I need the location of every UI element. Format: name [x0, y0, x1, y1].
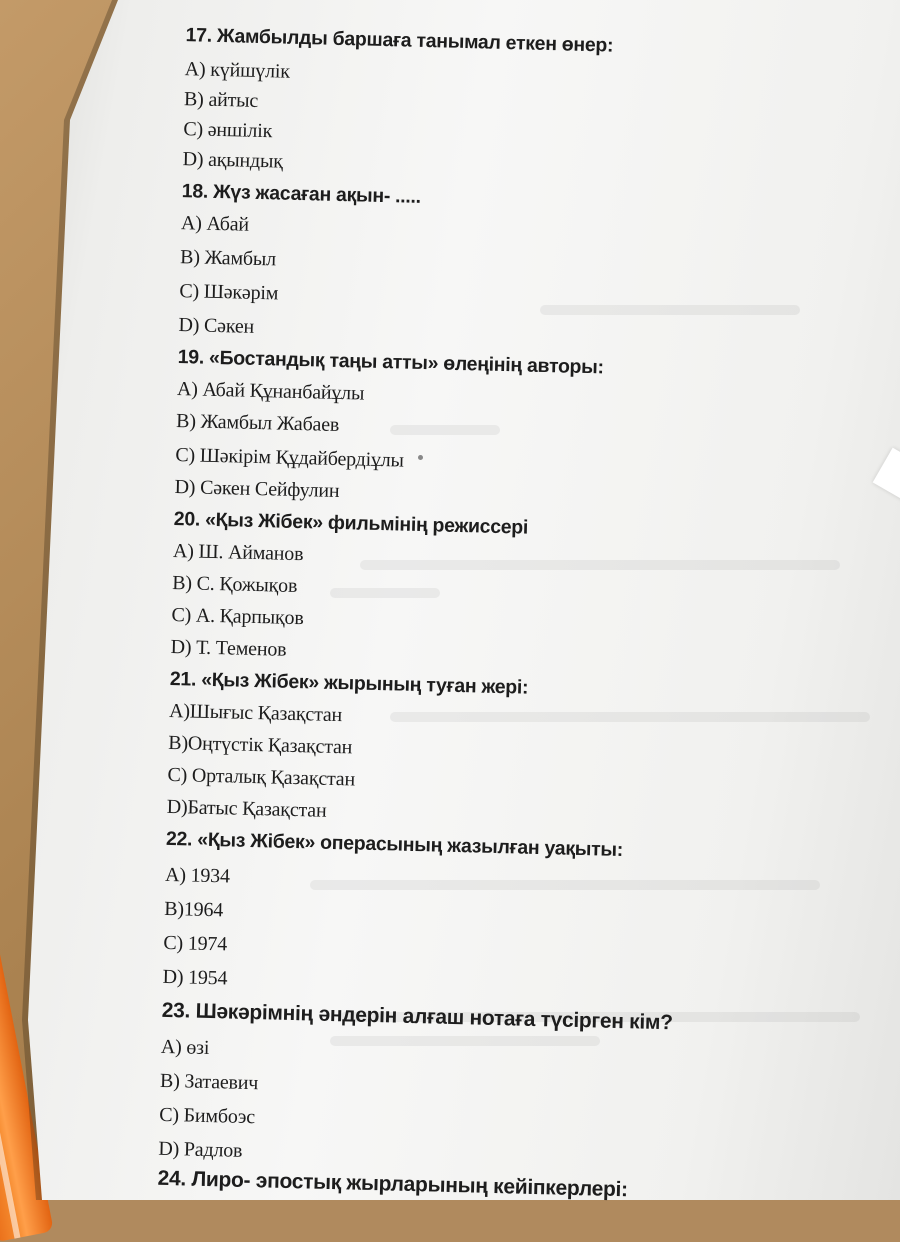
option-23a: A) өзі	[160, 1035, 210, 1060]
question-17: 17. Жамбылды баршаға танымал еткен өнер:	[185, 24, 614, 57]
option-20d: D) Т. Теменов	[170, 635, 287, 661]
option-17d: D) ақындық	[182, 148, 284, 173]
question-20: 20. «Қыз Жібек» фильмінің режиссері	[173, 508, 529, 539]
option-18d: D) Сәкен	[178, 314, 255, 338]
option-18a: A) Абай	[180, 212, 250, 236]
option-22b: B)1964	[164, 897, 224, 922]
question-22: 22. «Қыз Жібек» операсының жазылған уақыты:	[165, 827, 624, 862]
option-22d: D) 1954	[162, 965, 228, 990]
option-19b: B) Жамбыл Жабаев	[175, 410, 340, 437]
question-21: 21. «Қыз Жібек» жырының туған жері:	[169, 667, 529, 699]
option-23c: C) Бимбоэс	[158, 1103, 256, 1129]
option-19a: A) Абай Құнанбайұлы	[176, 378, 365, 405]
question-23: 23. Шәкәрімнің әндерін алғаш нотаға түсірген кім?	[161, 998, 673, 1035]
ink-dot	[418, 455, 423, 460]
question-19: 19. «Бостандық таңы атты» өлеңінің авторы:	[177, 346, 604, 379]
option-20b: B) С. Қожықов	[171, 571, 298, 598]
option-22a: A) 1934	[164, 863, 231, 888]
option-23d: D) Радлов	[158, 1137, 243, 1162]
question-24: 24. Лиро- эпостық жырларының кейіпкерлері:	[157, 1166, 629, 1202]
option-21b: B)Оңтүстік Қазақстан	[168, 731, 353, 759]
option-22c: C) 1974	[163, 931, 228, 956]
option-17b: B) айтыс	[183, 88, 259, 112]
option-18c: C) Шәкәрім	[179, 280, 279, 305]
option-21c: C) Орталық Қазақстан	[167, 763, 356, 791]
option-20a: A) Ш. Айманов	[172, 539, 304, 566]
option-21a: A)Шығыс Қазақстан	[168, 699, 343, 727]
option-23b: B) Затаевич	[159, 1069, 259, 1095]
question-18: 18. Жүз жасаған ақын- .....	[181, 180, 422, 208]
option-19c: C) Шәкірім Құдайбердіұлы	[175, 444, 405, 472]
option-21d: D)Батыс Қазақстан	[166, 795, 327, 822]
option-20c: C) А. Қарпықов	[171, 603, 304, 630]
option-17c: C) әншілік	[183, 118, 273, 143]
option-19d: D) Сәкен Сейфулин	[174, 476, 340, 503]
option-18b: B) Жамбыл	[179, 246, 277, 271]
option-17a: A) күйшүлік	[184, 58, 291, 83]
